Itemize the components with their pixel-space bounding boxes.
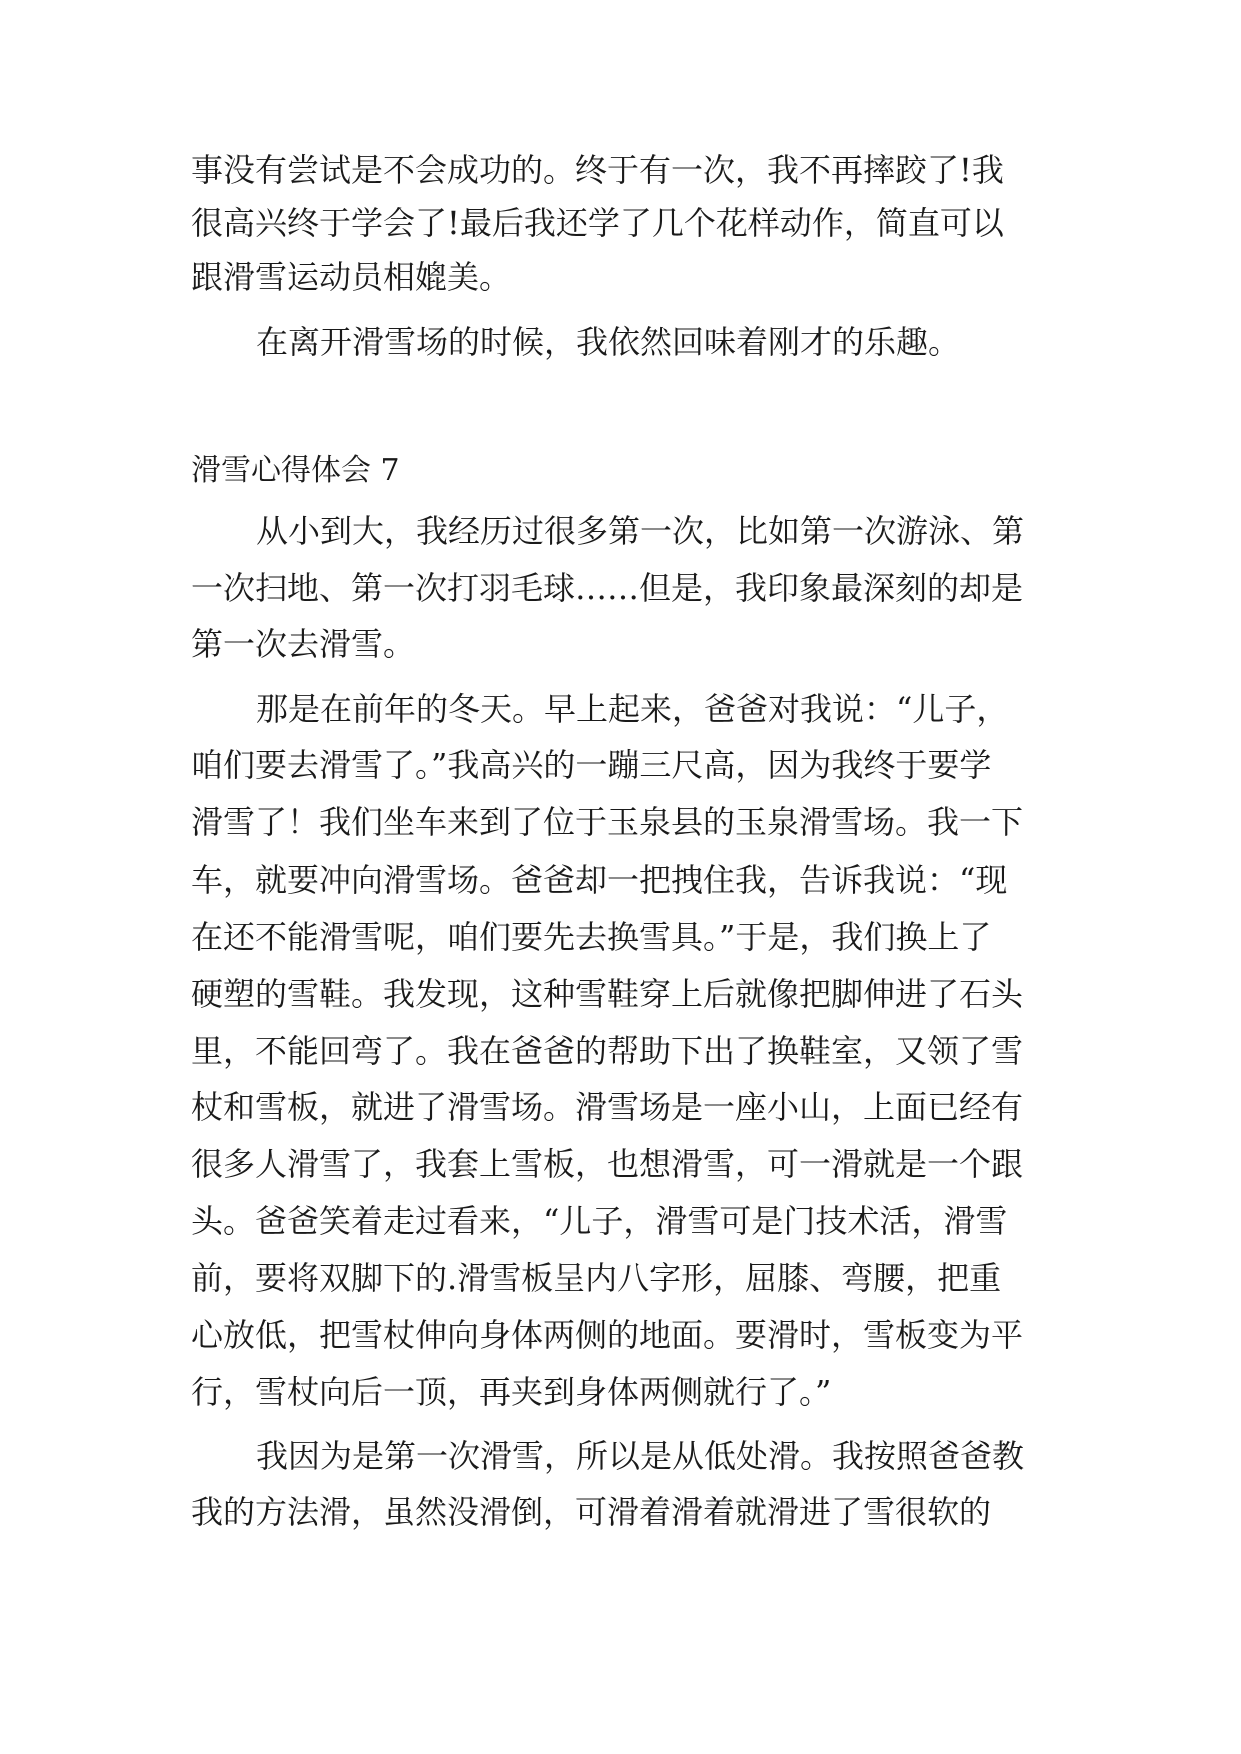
text-line: 头。爸爸笑着走过看来，“儿子，滑雪可是门技术活，滑雪 [191, 1202, 1008, 1240]
text-line: 咱们要去滑雪了。”我高兴的一蹦三尺高，因为我终于要学 [191, 746, 992, 784]
text-line: 事没有尝试是不会成功的。终于有一次，我不再摔跤了!我 [191, 151, 1004, 189]
text-line: 从小到大，我经历过很多第一次，比如第一次游泳、第 [256, 512, 1025, 550]
text-line: 里，不能回弯了。我在爸爸的帮助下出了换鞋室，又领了雪 [191, 1032, 1024, 1070]
text-line: 一次扫地、第一次打羽毛球……但是，我印象最深刻的却是 [191, 569, 1024, 607]
text-line: 在还不能滑雪呢，咱们要先去换雪具。”于是，我们换上了 [191, 918, 992, 956]
text-line: 滑雪了！我们坐车来到了位于玉泉县的玉泉滑雪场。我一下 [191, 803, 1024, 841]
text-line: 在离开滑雪场的时候，我依然回味着刚才的乐趣。 [256, 323, 961, 361]
text-line: 硬塑的雪鞋。我发现，这种雪鞋穿上后就像把脚伸进了石头 [191, 975, 1024, 1013]
text-line: 那是在前年的冬天。早上起来，爸爸对我说：“儿子， [256, 690, 1009, 728]
text-line: 很多人滑雪了，我套上雪板，也想滑雪，可一滑就是一个跟 [191, 1145, 1024, 1183]
section-heading: 滑雪心得体会 7 [191, 453, 400, 488]
text-line: 跟滑雪运动员相媲美。 [191, 258, 512, 296]
text-line: 心放低，把雪杖伸向身体两侧的地面。要滑时，雪板变为平 [191, 1316, 1024, 1354]
text-line: 我因为是第一次滑雪，所以是从低处滑。我按照爸爸教 [256, 1437, 1025, 1475]
text-line: 前，要将双脚下的.滑雪板呈内八字形，屈膝、弯腰，把重 [191, 1259, 1002, 1297]
text-line: 杖和雪板，就进了滑雪场。滑雪场是一座小山，上面已经有 [191, 1088, 1024, 1126]
text-line: 第一次去滑雪。 [191, 625, 416, 663]
text-line: 我的方法滑，虽然没滑倒，可滑着滑着就滑进了雪很软的 [191, 1493, 992, 1531]
text-line: 行，雪杖向后一顶，再夹到身体两侧就行了。” [191, 1373, 832, 1411]
text-line: 很高兴终于学会了!最后我还学了几个花样动作，简直可以 [191, 204, 1004, 242]
text-line: 车，就要冲向滑雪场。爸爸却一把拽住我，告诉我说：“现 [191, 861, 1008, 899]
